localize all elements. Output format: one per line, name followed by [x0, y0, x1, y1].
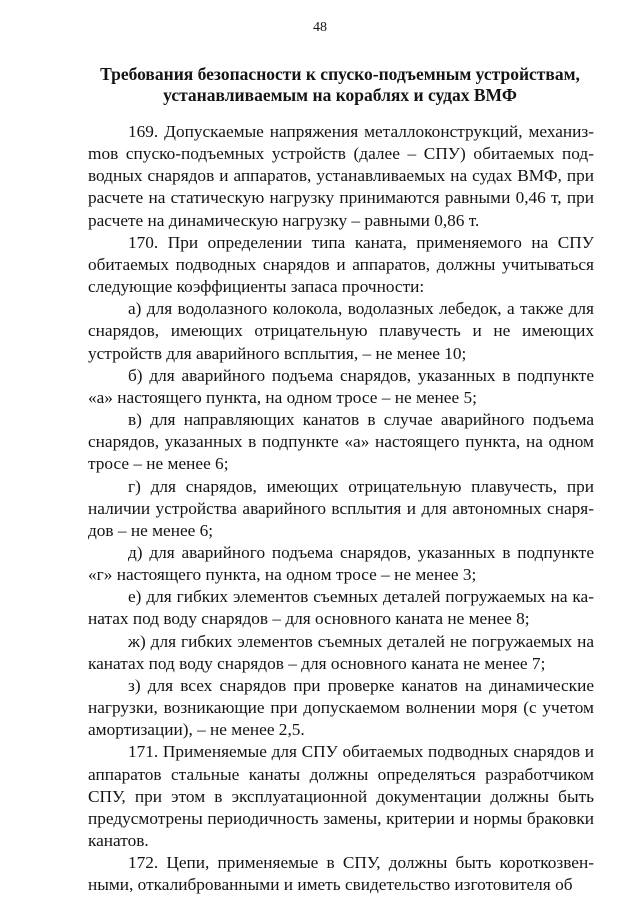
subitem-z: з) для всех снарядов при проверке канатов на динамические нагрузки, возникающие при допускаемом волнении моря (с учетом амортизации), – не менее 2,5. — [88, 675, 594, 740]
subitem-g: г) для снарядов, имеющих отрицательную плавучесть, при наличии устройства аварийного всплытия и для автономных снарядов – не менее 6; — [88, 476, 594, 540]
paragraph-172: 172. Цепи, применяемые в СПУ, должны быть короткозвенными, откалиброванными и иметь свидетельство изготовителя об — [88, 853, 594, 895]
subitem-zh: ж) для гибких элементов съемных деталей не погружаемых на канатах под воду снарядов – для основного каната не менее 7; — [88, 631, 594, 673]
section-title — [80, 64, 600, 106]
subitem-a: а) для водолазного колокола, водолазных лебедок, а также для снарядов, имеющих отрицательную плавучесть и не имеющих устройств для аварийного всплытия, – не менее 10; — [88, 299, 594, 363]
subitem-e: е) для гибких элементов съемных деталей погружаемых на канатах под воду снарядов – для основного каната не менее 8; — [88, 587, 594, 629]
paragraph-171: 171. Применяемые для СПУ обитаемых подводных снарядов и аппаратов стальные канаты должны определяться разработчиком СПУ, при этом в эксплуатационной документации должны быть предусмотрены периодичность замены, критерии и нормы браковки канатов. — [88, 742, 594, 850]
page-number: 48 — [313, 20, 327, 35]
subitem-v: в) для направляющих канатов в случае аварийного подъема снарядов, указанных в подпункте «а» настоящего пункта, на одном тросе – не менее 6; — [88, 410, 594, 474]
section-title-line-1: Требования безопасности к спуско-подъемным устройствам, — [100, 64, 580, 84]
subitem-b: б) для аварийного подъема снарядов, указанных в подпункте «а» настоящего пункта, на одном тросе – не менее 5; — [88, 365, 594, 407]
paragraph-169: 169. Допускаемые напряжения металлоконструкций, механизmов спуско-подъемных устройств (далее – СПУ) обитаемых подводных снарядов и аппаратов, устанавливаемых на судах ВМФ, при расчете на статическую нагрузку принимаются равными 0,46 т, при расчете на динамическую нагрузку – равными 0,86 т. — [88, 122, 594, 230]
subitem-d: д) для аварийного подъема снарядов, указанных в подпункте «г» настоящего пункта, на одном тросе – не менее 3; — [88, 542, 594, 585]
section-title-line-2: устанавливаемым на кораблях и судах ВМФ — [163, 85, 517, 105]
paragraph-170: 170. При определении типа каната, применяемого на СПУ обитаемых подводных снарядов и аппаратов, должны учитываться следующие коэффициенты запаса прочности: — [88, 232, 594, 297]
body-text — [88, 121, 594, 896]
